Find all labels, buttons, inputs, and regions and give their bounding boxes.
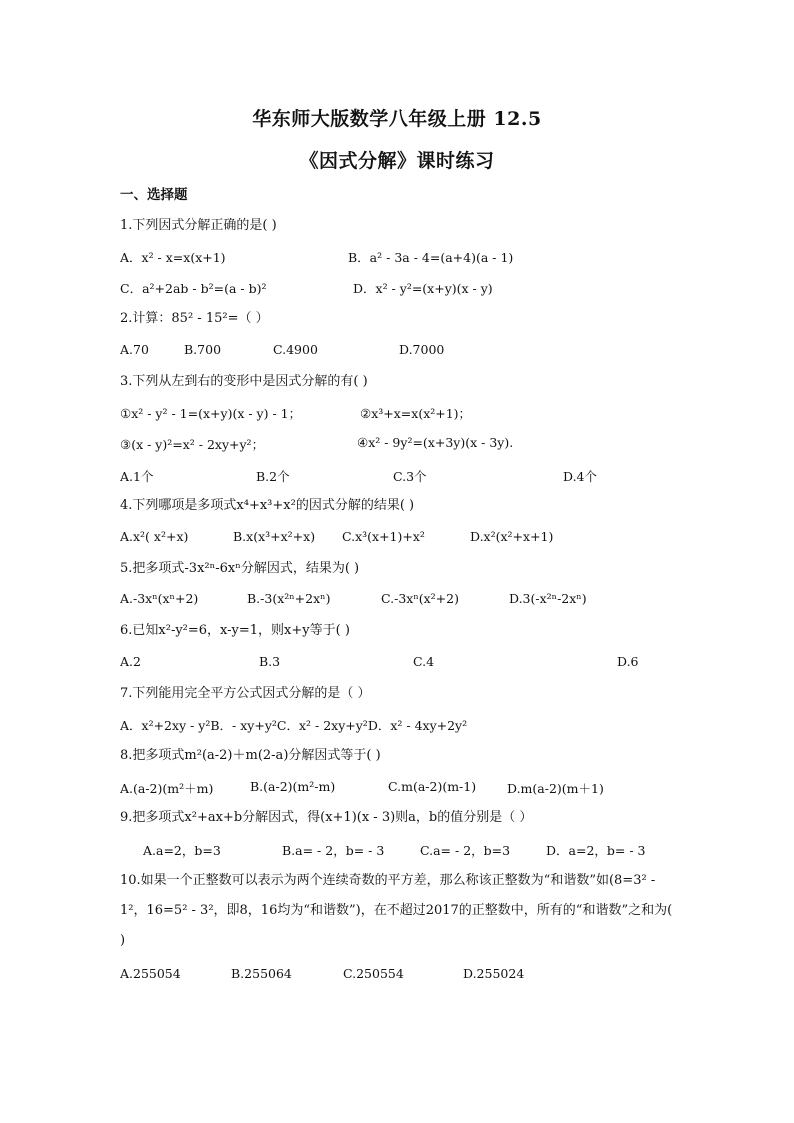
- question-2-option-c: C.4900: [273, 342, 318, 357]
- question-3-option-b: B.2个: [256, 469, 290, 484]
- question-8-option-d: D.m(a-2)(m＋1): [507, 781, 604, 796]
- question-3-option-c: C.3个: [393, 469, 427, 484]
- question-1-option-b: B．a² - 3a - 4=(a+4)(a - 1): [348, 250, 514, 265]
- question-2-stem: 2.计算：85² - 15²=（ ）: [120, 311, 269, 326]
- question-3-option-a: A.1个: [120, 469, 154, 484]
- question-6-option-d: D.6: [617, 654, 639, 669]
- question-5-stem: 5.把多项式-3x²ⁿ-6xⁿ分解因式，结果为( ): [120, 561, 360, 576]
- question-5-option-a: A.-3xⁿ(xⁿ+2): [120, 591, 199, 606]
- question-9-option-d: D．a=2，b= - 3: [546, 843, 646, 858]
- question-10-option-d: D.255024: [463, 966, 525, 981]
- question-2-option-b: B.700: [184, 342, 222, 357]
- question-10-option-a: A.255054: [120, 966, 181, 981]
- question-9-option-b: B.a= - 2，b= - 3: [282, 843, 385, 858]
- section-heading: 一、选择题: [120, 187, 188, 203]
- question-5-option-c: C.-3xⁿ(x²+2): [381, 591, 459, 606]
- question-9-option-a: A.a=2，b=3: [143, 843, 221, 858]
- question-1-stem: 1.下列因式分解正确的是( ): [120, 218, 277, 233]
- question-8-option-c: C.m(a-2)(m-1): [388, 779, 477, 794]
- question-5-option-b: B.-3(x²ⁿ+2xⁿ): [247, 591, 331, 606]
- question-10-stem: 10.如果一个正整数可以表示为两个连续奇数的平方差，那么称该正整数为“和谐数”如(8=3² - 1²，16=5² - 3²，即8，16均为“和谐数”)，在不超过2017的正整数中，所有的“和谐数”之和为( ): [120, 873, 673, 948]
- question-3-option-d: D.4个: [563, 469, 598, 484]
- question-3-item-4: ④x² - 9y²=(x+3y)(x - 3y).: [357, 435, 514, 450]
- question-10-option-c: C.250554: [343, 966, 404, 981]
- question-8-stem: 8.把多项式m²(a-2)＋m(2-a)分解因式等于( ): [120, 748, 381, 763]
- question-1-option-a: A．x² - x=x(x+1): [120, 250, 226, 265]
- question-4-stem: 4.下列哪项是多项式x⁴+x³+x²的因式分解的结果( ): [120, 498, 415, 513]
- question-4-option-c: C.x³(x+1)+x²: [342, 529, 425, 544]
- question-10-option-b: B.255064: [231, 966, 292, 981]
- question-7-options: A．x²+2xy - y²B．- xy+y²C．x² - 2xy+y²D．x² - 4xy+2y²: [120, 718, 468, 733]
- question-6-stem: 6.已知x²-y²=6，x-y=1，则x+y等于( ): [120, 623, 350, 638]
- question-2-option-d: D.7000: [399, 342, 445, 357]
- question-4-option-a: A.x²( x²+x): [120, 529, 189, 544]
- question-3-item-1: ①x² - y² - 1=(x+y)(x - y) - 1；: [120, 406, 302, 421]
- question-9-stem: 9.把多项式x²+ax+b分解因式，得(x+1)(x - 3)则a，b的值分别是（ ）: [120, 810, 533, 825]
- document-subtitle: 《因式分解》课时练习: [299, 150, 495, 172]
- question-3-item-2: ②x³+x=x(x²+1)；: [360, 406, 472, 421]
- question-1-option-d: D．x² - y²=(x+y)(x - y): [353, 281, 493, 296]
- question-4-option-d: D.x²(x²+x+1): [470, 529, 554, 544]
- question-9-option-c: C.a= - 2，b=3: [420, 843, 511, 858]
- question-7-stem: 7.下列能用完全平方公式因式分解的是（ ）: [120, 686, 371, 701]
- question-5-option-d: D.3(-x²ⁿ-2xⁿ): [509, 591, 587, 606]
- question-6-option-c: C.4: [413, 654, 435, 669]
- question-8-option-a: A.(a-2)(m²＋m): [120, 781, 214, 796]
- question-2-option-a: A.70: [120, 342, 149, 357]
- question-6-option-b: B.3: [259, 654, 281, 669]
- question-3-stem: 3.下列从左到右的变形中是因式分解的有( ): [120, 374, 368, 389]
- question-6-option-a: A.2: [120, 654, 141, 669]
- question-1-option-c: C．a²+2ab - b²=(a - b)²: [120, 281, 267, 296]
- question-8-option-b: B.(a-2)(m²-m): [250, 779, 336, 794]
- question-4-option-b: B.x(x³+x²+x): [233, 529, 316, 544]
- document-title: 华东师大版数学八年级上册 12.5: [252, 108, 542, 130]
- question-3-item-3: ③(x - y)²=x² - 2xy+y²；: [120, 437, 265, 452]
